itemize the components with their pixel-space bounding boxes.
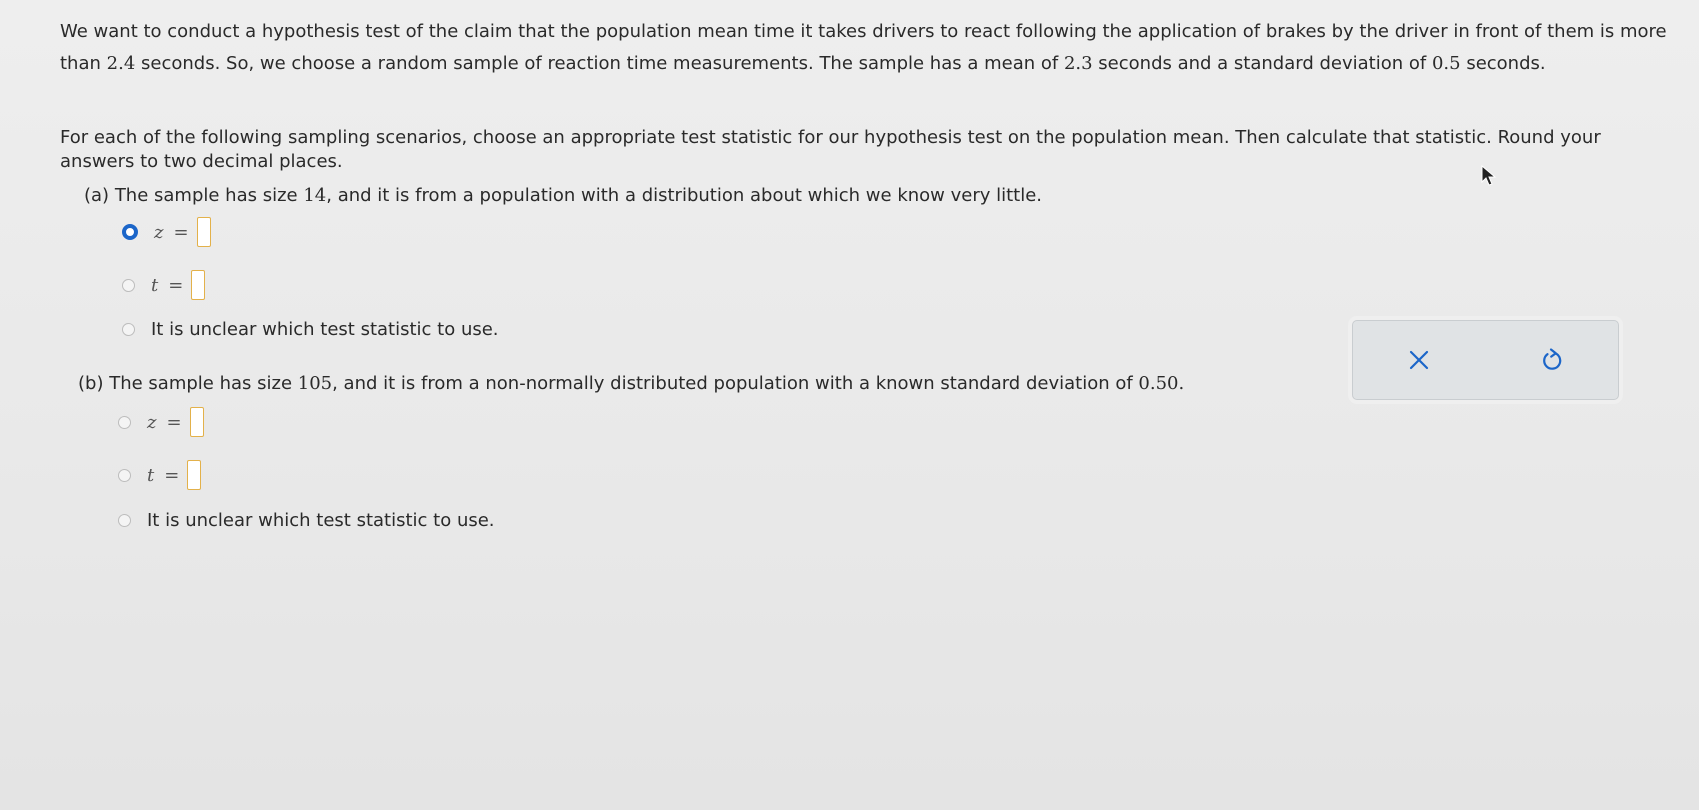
part-b-option-unclear[interactable]: [118, 503, 495, 537]
part-b-z-equals: =: [166, 411, 182, 433]
reset-button[interactable]: [1530, 338, 1574, 382]
part-b-std-dev: 0.50: [1138, 373, 1179, 394]
part-a-z-equals: =: [173, 221, 189, 243]
answer-action-panel: [1352, 320, 1619, 400]
close-icon: [1408, 349, 1430, 371]
part-b-t-answer-input[interactable]: [187, 460, 201, 490]
part-a-option-unclear[interactable]: [122, 312, 499, 346]
part-a-t-equals: =: [168, 274, 184, 296]
part-b-prompt: [78, 371, 1184, 397]
part-a-option-t[interactable]: [122, 268, 205, 302]
part-b-z-answer-input[interactable]: [190, 407, 204, 437]
part-a-radio-z[interactable]: [122, 224, 138, 240]
part-a-label: (a): [84, 185, 110, 206]
part-b-unclear-text: It is unclear which test statistic to use.: [147, 509, 495, 531]
part-b-radio-z[interactable]: [118, 416, 131, 429]
part-b-text-end: .: [1178, 373, 1185, 394]
part-b-option-t[interactable]: [118, 458, 201, 492]
part-a-t-var: t: [151, 274, 159, 296]
part-b-radio-t[interactable]: [118, 469, 131, 482]
part-b-t-var: t: [147, 464, 155, 486]
part-a-text-after: , and it is from a population with a distribution about which we know very little.: [326, 185, 1043, 206]
part-a-t-answer-input[interactable]: [191, 270, 205, 300]
part-b-radio-unclear[interactable]: [118, 514, 131, 527]
intro-text-3: seconds and a standard deviation of: [1092, 53, 1432, 74]
part-a-sample-size: 14: [303, 185, 327, 206]
part-a-option-z[interactable]: [122, 215, 211, 249]
part-a-radio-t[interactable]: [122, 279, 135, 292]
part-b-label: (b): [78, 373, 104, 394]
intro-text-2: seconds. So, we choose a random sample of reaction time measurements. The sample has a mean of: [135, 53, 1064, 74]
clear-button[interactable]: [1397, 338, 1441, 382]
part-b-sample-size: 105: [297, 373, 333, 394]
part-b-text-before: The sample has size: [109, 373, 298, 394]
part-b-text-after: , and it is from a non-normally distributed population with a known standard deviation of: [332, 373, 1139, 394]
part-a-prompt: [84, 183, 1042, 209]
part-a-z-var: z: [154, 221, 164, 243]
part-a-z-answer-input[interactable]: [197, 217, 211, 247]
sample-std-value: 0.5: [1431, 53, 1461, 74]
claimed-mean-value: 2.4: [106, 53, 136, 74]
problem-instructions: For each of the following sampling scenarios, choose an appropriate test statistic for our hypothesis test on the population mean. Then calculate that statistic. Round your answers to two decimal places.: [60, 127, 1601, 172]
intro-text-4: seconds.: [1460, 53, 1546, 74]
part-a-unclear-text: It is unclear which test statistic to use.: [151, 318, 499, 340]
part-b-t-equals: =: [164, 464, 180, 486]
part-b-option-z[interactable]: [118, 405, 204, 439]
sample-mean-value: 2.3: [1063, 53, 1093, 74]
undo-icon: [1540, 347, 1564, 373]
mouse-cursor-icon: [1480, 164, 1498, 188]
intro-text-1: We want to conduct a hypothesis test of the claim that the population mean time it takes drivers to react following the application of brakes by the driver in front of them is more than: [60, 21, 1667, 74]
part-a-radio-unclear[interactable]: [122, 323, 135, 336]
problem-intro: [60, 16, 1680, 80]
part-b-z-var: z: [147, 411, 157, 433]
part-a-text-before: The sample has size: [114, 185, 304, 206]
